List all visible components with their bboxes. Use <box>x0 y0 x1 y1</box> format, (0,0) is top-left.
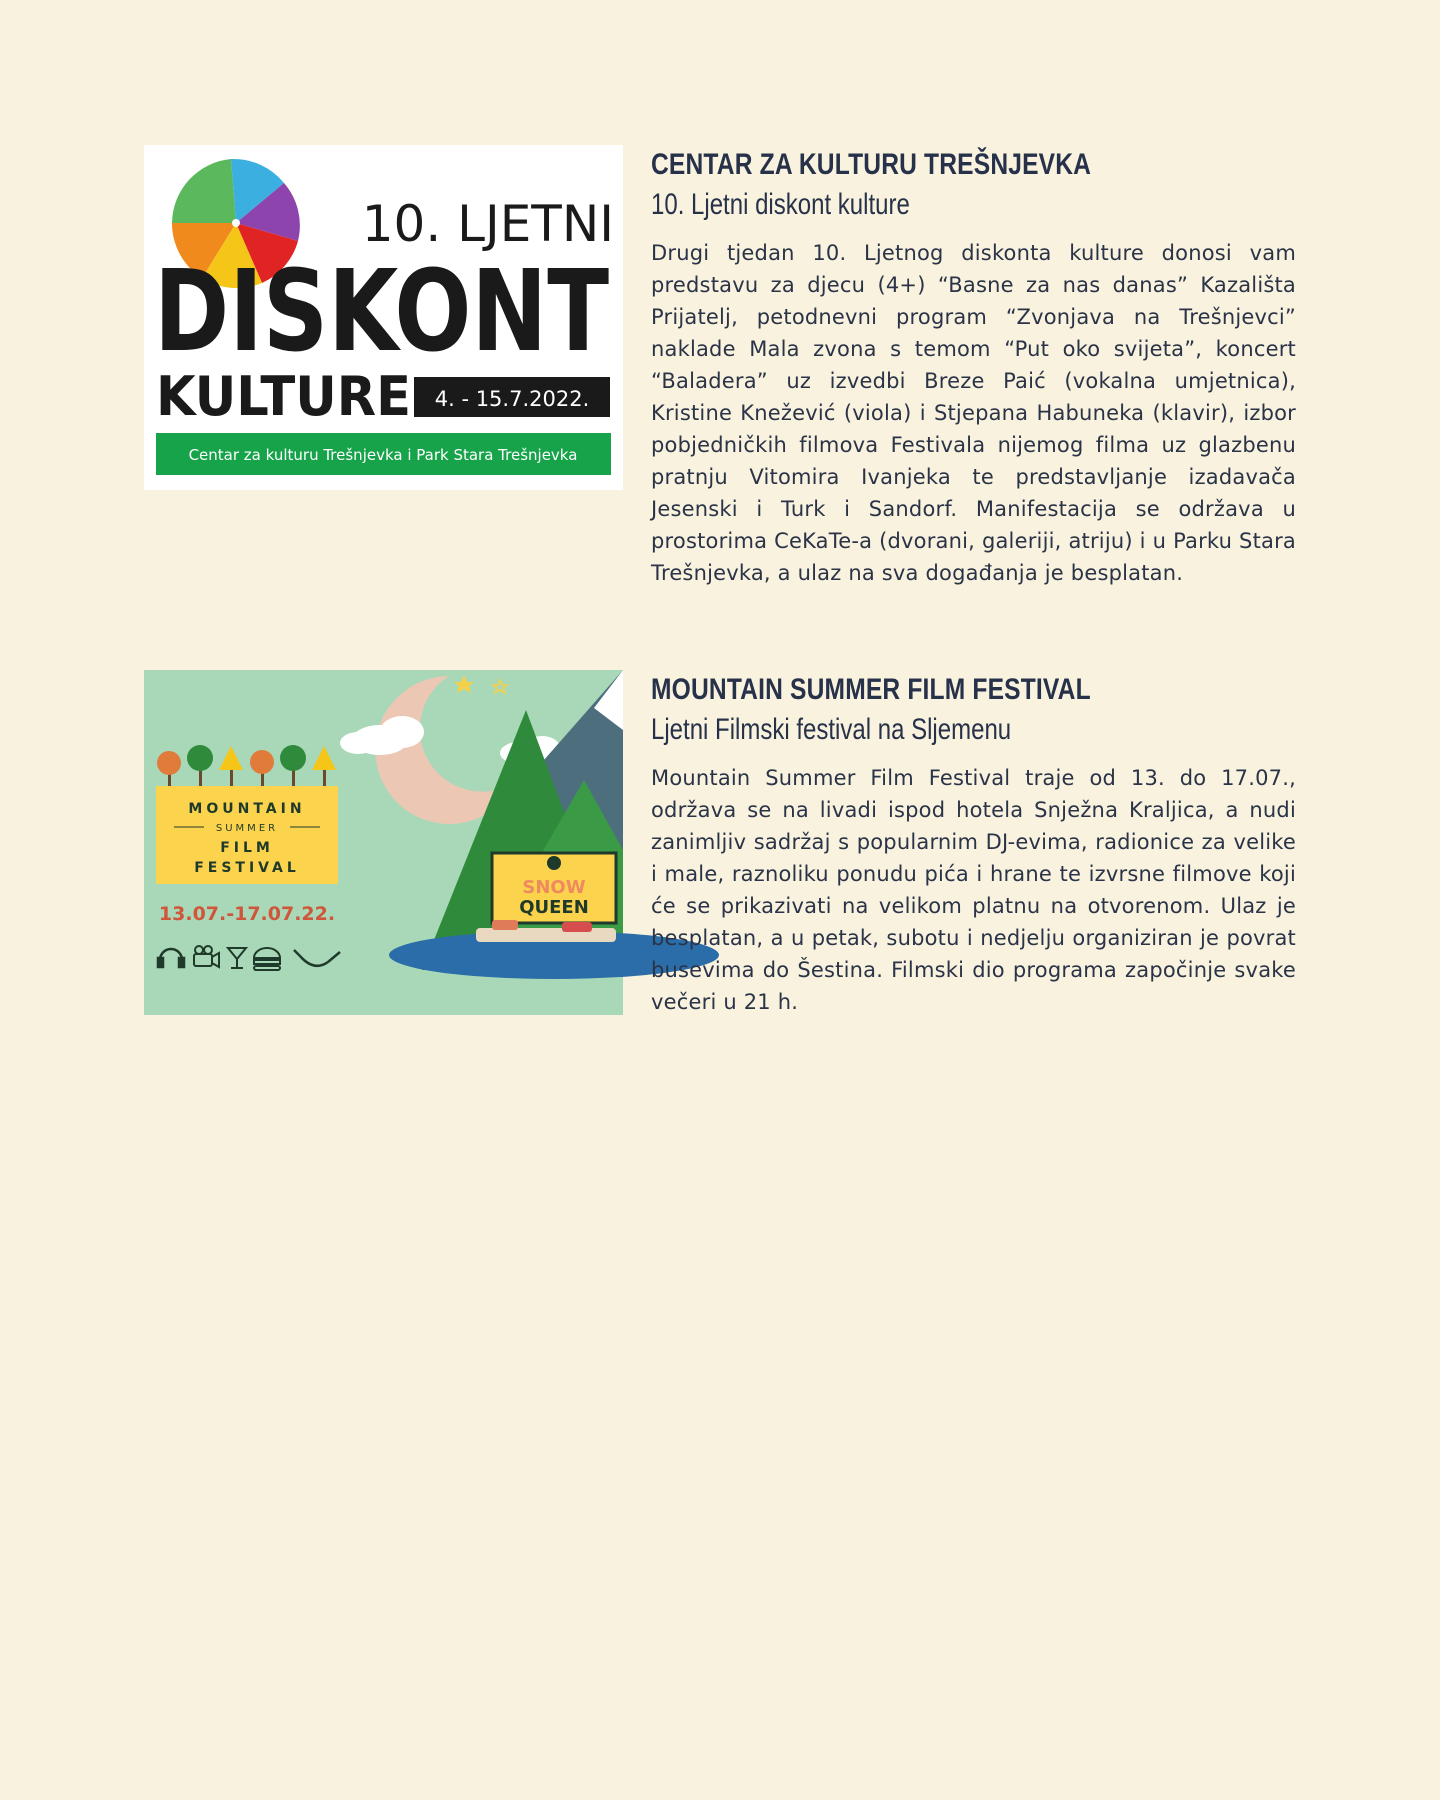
poster-line1: 10. LJETNI <box>361 195 614 253</box>
festival-word3: FILM <box>220 840 274 856</box>
festival-word2: SUMMER <box>215 823 279 834</box>
event-subtitle: 10. Ljetni diskont kulture <box>651 188 910 221</box>
event-description: Drugi tjedan 10. Ljetnog diskonta kulture donosi vam predstavu za djecu (4+) “Basne za nas danas” Kazališta Prijatelj, petodnevni program “Zvonjava na Trešnjevci” naklade Mala zvona s temom “Put oko svijeta”, koncert “Baladera” uz izvedbi Breze Paić (vokalna umjetnica), Kristine Knežević (viola) i Stjepana Habuneka (klavir), izbor pobjedničkih filmova Festivala nijemog filma uz glazbenu pratnju Vitomira Ivanjeka te predstavljanje izadavača Jesenski i Turk i Sandorf. Manifestacija se održava u prostorima CeKaTe-a (dvorani, galeriji, atriju) i u Parku Stara Trešnjevka, a ulaz na sva događanja je besplatan. <box>651 241 1296 585</box>
festival-word4: FESTIVAL <box>194 860 300 876</box>
poster-dates: 4. - 15.7.2022. <box>434 387 590 411</box>
event-title: CENTAR ZA KULTURU TREŠNJEVKA <box>651 148 1092 181</box>
screen-line2: QUEEN <box>519 897 589 918</box>
festival-poster <box>144 670 623 1015</box>
poster-line2: DISKONT <box>154 247 609 377</box>
festival-dates: 13.07.-17.07.22. <box>158 903 336 925</box>
event-description: Mountain Summer Film Festival traje od 13. do 17.07., održava se na livadi ispod hotela Snježna Kraljica, a nudi zanimljiv sadržaj s popularnim DJ-evima, radionice za velike i male, raznoliku ponudu pića i hrane te izvrsne filmove koji će se prikazivati na velikom platnu na otvorenom. Ulaz je besplatan, a u petak, subotu i nedjelju organiziran je povrat busevima do Šestina. Filmski dio programa započinje svake večeri u 21 h. <box>651 766 1296 1014</box>
event-subtitle: Ljetni Filmski festival na Sljemenu <box>651 713 1012 746</box>
event-title: MOUNTAIN SUMMER FILM FESTIVAL <box>651 673 1091 706</box>
poster-venue: Centar za kulturu Trešnjevka i Park Stara Trešnjevka <box>188 446 578 464</box>
festival-word1: MOUNTAIN <box>188 801 306 817</box>
diskont-poster <box>144 145 623 490</box>
event-text <box>651 145 1296 589</box>
screen-line1: SNOW <box>522 877 586 898</box>
event-text <box>651 670 1296 1018</box>
poster-line3: KULTURE <box>156 365 411 428</box>
